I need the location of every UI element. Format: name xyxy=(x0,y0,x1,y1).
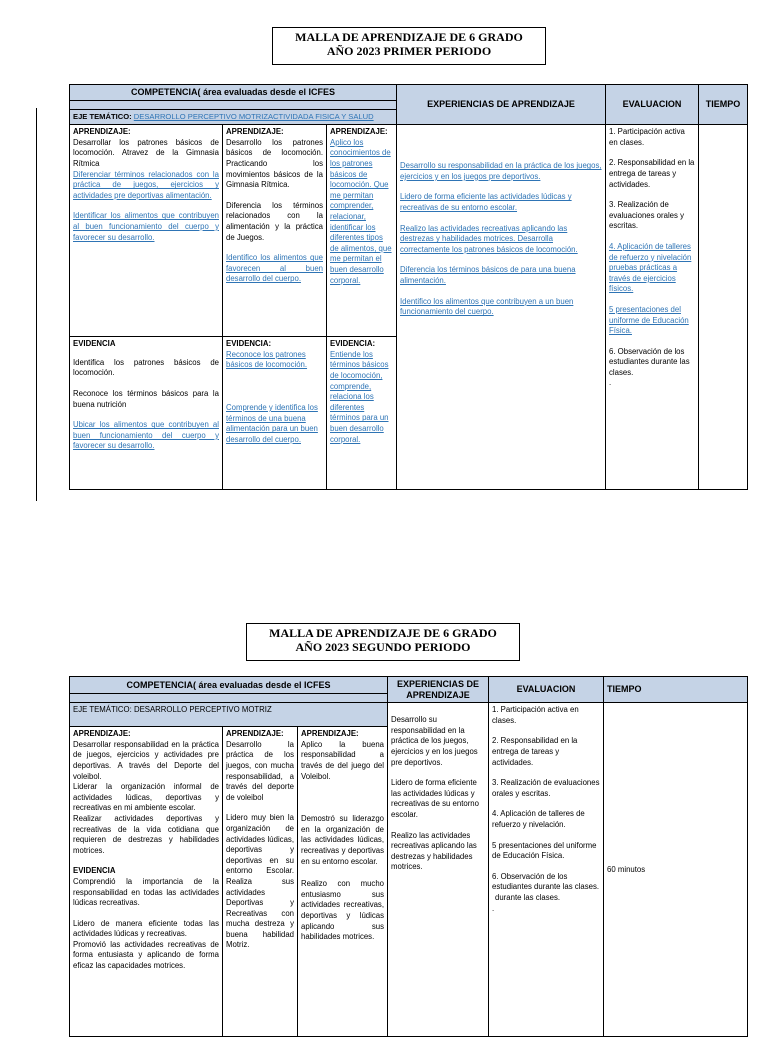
period2-table xyxy=(69,676,748,1037)
period1-col2-e1[interactable]: Reconoce los patrones básicos de locomoción. xyxy=(226,349,308,370)
period2-title-line1: MALLA DE APRENDIZAJE DE 6 GRADO xyxy=(269,626,497,640)
period2-eval-4: 4. Aplicación de talleres de refuerzo y nivelación. xyxy=(492,809,585,829)
period1-eval-2: 2. Responsabilidad en la entrega de tareas y actividades. xyxy=(609,158,695,189)
period1-col3-e1[interactable]: Entiende los términos básicos de locomoción, comprende, relaciona los diferentes términos para un buen desarrollo corporal. xyxy=(330,349,389,444)
period2-col3-p3: Realizo con mucho entusiasmo sus actividades recreativas, deportivas y lúdicas aplicando sus habilidades motrices. xyxy=(301,879,384,942)
period2-col3-p2: Demostró su liderazgo en la organización de las actividades lúdicas, recreativas y deportivas en su entorno escolar. xyxy=(301,814,384,866)
aprendizaje-label: APRENDIZAJE: xyxy=(330,127,388,137)
period2-header-experiencias: EXPERIENCIAS DE APRENDIZAJE xyxy=(388,677,489,703)
aprendizaje-label: APRENDIZAJE: xyxy=(301,729,359,739)
period1-col2-e2[interactable]: Comprende y identifica los términos de una buena alimentación para un buen desarrollo del cuerpo. xyxy=(226,402,318,444)
period1-col1-p2[interactable]: Diferenciar términos relacionados con la práctica de juegos, ejercicios y actividades pre deportivas alimentación. xyxy=(73,169,219,200)
aprendizaje-label: APRENDIZAJE: xyxy=(73,127,131,137)
period1-col1-e2: Reconoce los términos básicos para la buena nutrición xyxy=(73,388,219,409)
period2-exp-1: Desarrollo su responsabilidad en la práctica de los juegos, ejercicios y en los juegos pre deportivos. xyxy=(391,715,478,767)
period2-exp-3: Realizo las actividades recreativas aplicando las destrezas y habilidades motrices. xyxy=(391,830,477,872)
period2-header-competencia: COMPETENCIA( área evaluadas desde el ICFES xyxy=(70,677,388,694)
margin-line xyxy=(36,108,37,501)
period1-evaluacion xyxy=(606,125,699,490)
period2-col2-p1: Desarrollo la práctica de los juegos, con mucha responsabilidad, a través del deporte de voleibol xyxy=(226,739,294,802)
period1-col2-evidencia xyxy=(223,337,327,490)
period2-header-evaluacion: EVALUACION xyxy=(489,677,604,703)
period1-header-evaluacion: EVALUACION xyxy=(606,85,699,125)
period1-header-tiempo: TIEMPO xyxy=(699,85,748,125)
period2-tiempo-value: 60 minutos xyxy=(607,865,646,875)
aprendizaje-label: APRENDIZAJE: xyxy=(226,127,284,137)
evidencia-label: EVIDENCIA: xyxy=(330,339,376,349)
period2-col1-p2: Liderar la organización informal de actividades lúdicas, deportivas y recreativas en mi ambiente escolar. xyxy=(73,782,219,813)
period1-title-line1: MALLA DE APRENDIZAJE DE 6 GRADO xyxy=(295,30,523,44)
period2-eval-8: . xyxy=(492,903,495,913)
period1-col1-e1: Identifica los patrones básicos de locomoción. xyxy=(73,357,219,378)
period2-title-box xyxy=(246,623,520,661)
period1-col3-aprendizaje xyxy=(327,125,397,337)
period1-col2-p1: Desarrollo los patrones básicos de locomoción. Practicando los movimientos básicos de la Gimnasia Rítmica. xyxy=(226,137,323,190)
period2-col3 xyxy=(298,727,388,1037)
period2-col1-e3: Promovió las actividades recreativas de forma entusiasta y aplicando de forma eficaz las capacidades motrices. xyxy=(73,939,219,971)
period1-col1-aprendizaje xyxy=(70,125,223,337)
period1-col1-evidencia xyxy=(70,337,223,490)
aprendizaje-label: APRENDIZAJE: xyxy=(73,729,131,739)
period2-header-tiempo: TIEMPO xyxy=(604,677,748,703)
period2-experiencias xyxy=(388,703,489,1037)
period1-eje-value[interactable]: DESARROLLO PERCEPTIVO MOTRIZACTIVIDADA FISICA Y SALUD xyxy=(133,111,374,121)
period2-col1-e1: Comprendió la importancia de la responsabilidad en todas las actividades lúdicas recreativas. xyxy=(73,876,219,908)
period1-col3-evidencia xyxy=(327,337,397,490)
period1-eje-label: EJE TEMÁTICO: xyxy=(73,111,132,121)
period1-col2-aprendizaje xyxy=(223,125,327,337)
period1-eval-7: . xyxy=(609,378,612,388)
period1-header-competencia: COMPETENCIA( área evaluadas desde el ICFES xyxy=(70,85,397,101)
period1-header-experiencias: EXPERIENCIAS DE APRENDIZAJE xyxy=(397,85,606,125)
period2-eje-tematico: EJE TEMÁTICO: DESARROLLO PERCEPTIVO MOTRIZ xyxy=(70,703,388,727)
period1-col3-p1[interactable]: Aplico los conocimientos de los patrones básicos de locomoción. Que me permitan comprender, relacionar, identificar los diferentes tipos de alimentos, que me permitan el buen desarrollo corporal. xyxy=(330,137,392,285)
period1-experiencias xyxy=(397,125,606,490)
period1-tiempo xyxy=(699,125,748,490)
period2-eval-1: 1. Participación activa en clases. xyxy=(492,705,579,725)
period1-eval-3: 3. Realización de evaluaciones orales y escritas. xyxy=(609,200,684,231)
period1-col1-e3[interactable]: Ubicar los alimentos que contribuyen al buen funcionamiento del cuerpo y favorecer su desarrollo. xyxy=(73,420,219,451)
period2-col2 xyxy=(223,727,298,1037)
evidencia-label: EVIDENCIA: xyxy=(226,339,272,349)
evidencia-label: EVIDENCIA xyxy=(73,866,116,876)
period1-eval-4[interactable]: 4. Aplicación de talleres de refuerzo y nivelación pruebas prácticas a través de ejercicios físicos. xyxy=(609,241,692,294)
period2-exp-2: Lidero de forma eficiente las actividades lúdicas y recreativas de su entorno escolar. xyxy=(391,778,479,819)
period2-eval-7: durante las clases. xyxy=(495,892,561,902)
period1-eval-6: 6. Observación de los estudiantes durante las clases. xyxy=(609,346,690,377)
period1-exp-5[interactable]: Identifico los alimentos que contribuyen a un buen funcionamiento del cuerpo. xyxy=(400,296,574,317)
period1-header-bar xyxy=(70,100,397,109)
period1-col2-p2: Diferencia los términos relacionados con la alimentación y la práctica de Juegos. xyxy=(226,200,323,242)
period2-title-line2: AÑO 2023 SEGUNDO PERIODO xyxy=(295,640,471,654)
period1-title-line2: AÑO 2023 PRIMER PERIODO xyxy=(326,44,492,58)
period1-exp-3[interactable]: Realizo las actividades recreativas aplicando las destrezas y habilidades motrices. Desarrolla correctamente los patrones básicos de locomoción. xyxy=(400,223,578,254)
period2-col1-e2: Lidero de manera eficiente todas las actividades lúdicas y recreativas. xyxy=(73,918,219,939)
period2-col1 xyxy=(70,727,223,1037)
period1-col1-p1: Desarrollar los patrones básicos de locomoción. Atravez de la Gimnasia Rítmica xyxy=(73,137,219,168)
period2-col2-p2: Lidero muy bien la organización de actividades lúdicas, deportivas y deportivas en su entorno Escolar. Realiza sus actividades Deportivas y Recreativas con mucha destreza y buena habilidad Motriz. xyxy=(226,813,294,950)
period2-col3-p1: Aplico la buena responsabilidad a través de del juego del Voleibol. xyxy=(301,739,384,781)
period1-eval-1: 1. Participación activa en clases. xyxy=(609,127,685,147)
period1-col2-p3[interactable]: Identifico los alimentos que favorecen al buen desarrollo del cuerpo. xyxy=(226,253,323,284)
period2-header-bar xyxy=(70,693,388,703)
period1-col1-p3[interactable]: Identificar los alimentos que contribuyen al buen funcionamiento del cuerpo y favorecer su desarrollo. xyxy=(73,211,219,242)
period1-title-box xyxy=(272,27,546,65)
period2-eval-3: 3. Realización de evaluaciones orales y escritas. xyxy=(492,778,600,798)
period1-exp-4[interactable]: Diferencia los términos básicos de para una buena alimentación. xyxy=(400,265,576,285)
period2-evaluacion xyxy=(489,703,604,1037)
period1-eval-5[interactable]: 5 presentaciones del uniforme de Educación Física. xyxy=(609,304,689,336)
period1-table xyxy=(69,84,748,490)
period1-exp-2[interactable]: Lidero de forma eficiente las actividades lúdicas y recreativas de su entorno escolar. xyxy=(400,192,572,212)
period2-eval-5: 5 presentaciones del uniforme de Educación Física. xyxy=(492,840,597,861)
period1-eje-tematico xyxy=(70,109,397,125)
period2-eval-6: 6. Observación de los estudiantes durante las clases. xyxy=(492,871,600,892)
evidencia-label: EVIDENCIA xyxy=(73,339,116,349)
aprendizaje-label: APRENDIZAJE: xyxy=(226,729,284,739)
period2-tiempo xyxy=(604,703,748,1037)
period2-eval-2: 2. Responsabilidad en la entrega de tareas y actividades. xyxy=(492,736,578,767)
period2-col1-p3: Realizar actividades deportivas y recreativas de la vida cotidiana que requieren de destrezas y habilidades motrices. xyxy=(73,813,219,855)
period1-exp-1[interactable]: Desarrollo su responsabilidad en la práctica de los juegos, ejercicios y en los juegos pre deportivos. xyxy=(400,161,602,181)
period2-col1-p1: Desarrollar responsabilidad en la práctica de juegos, ejercicios y actividades pre deportivas. A través del Deporte del voleibol. xyxy=(73,739,219,781)
